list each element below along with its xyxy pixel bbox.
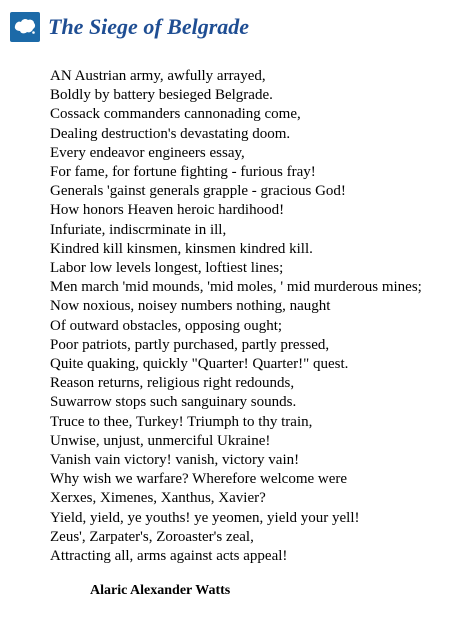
poem-line: Xerxes, Ximenes, Xanthus, Xavier? <box>50 490 266 507</box>
poem-line: For fame, for fortune fighting - furious fray! <box>50 164 316 181</box>
poem-line: AN Austrian army, awfully arrayed, <box>50 68 266 84</box>
poem-body <box>50 67 422 566</box>
poem-line: Vanish vain victory! vanish, victory vain! <box>50 452 300 469</box>
map-silhouette-icon <box>10 12 40 42</box>
poem-line: Cossack commanders cannonading come, <box>50 106 301 123</box>
poem-line: Zeus', Zarpater's, Zoroaster's zeal, <box>50 528 254 545</box>
poem-line: Men march 'mid mounds, 'mid moles, ' mid murderous mines; <box>50 279 422 296</box>
poem-line: Boldly by battery besieged Belgrade. <box>50 87 273 104</box>
poem-line: Generals 'gainst generals grapple - gracious God! <box>50 183 346 200</box>
poem-line: Suwarrow stops such sanguinary sounds. <box>50 394 297 411</box>
poem-line: Truce to thee, Turkey! Triumph to thy train, <box>50 413 313 430</box>
poem-line: How honors Heaven heroic hardihood! <box>50 202 285 219</box>
poem-line: Kindred kill kinsmen, kinsmen kindred kill. <box>50 240 313 257</box>
poem-line: Attracting all, arms against acts appeal! <box>50 548 288 565</box>
poem-line: Why wish we warfare? Wherefore welcome were <box>50 471 348 488</box>
poem-line: Yield, yield, ye youths! ye yeomen, yield your yell! <box>50 509 360 526</box>
poem-line: Of outward obstacles, opposing ought; <box>50 317 283 334</box>
poem-line: Infuriate, indiscrminate in ill, <box>50 221 227 238</box>
poem-line: Every endeavor engineers essay, <box>50 144 245 161</box>
page-header <box>10 10 249 44</box>
poem-line: Unwise, unjust, unmerciful Ukraine! <box>50 432 271 449</box>
poem-line: Reason returns, religious right redounds, <box>50 375 295 392</box>
page-title: The Siege of Belgrade <box>48 14 250 39</box>
poem-line: Poor patriots, partly purchased, partly pressed, <box>50 336 330 353</box>
poem-line: Now noxious, noisey numbers nothing, naught <box>50 298 331 315</box>
poem-line: Dealing destruction's devastating doom. <box>50 125 291 142</box>
poem-line: Quite quaking, quickly "Quarter! Quarter!" quest. <box>50 356 349 373</box>
poem-line: Labor low levels longest, loftiest lines; <box>50 260 284 277</box>
author-name: Alaric Alexander Watts <box>90 583 231 598</box>
